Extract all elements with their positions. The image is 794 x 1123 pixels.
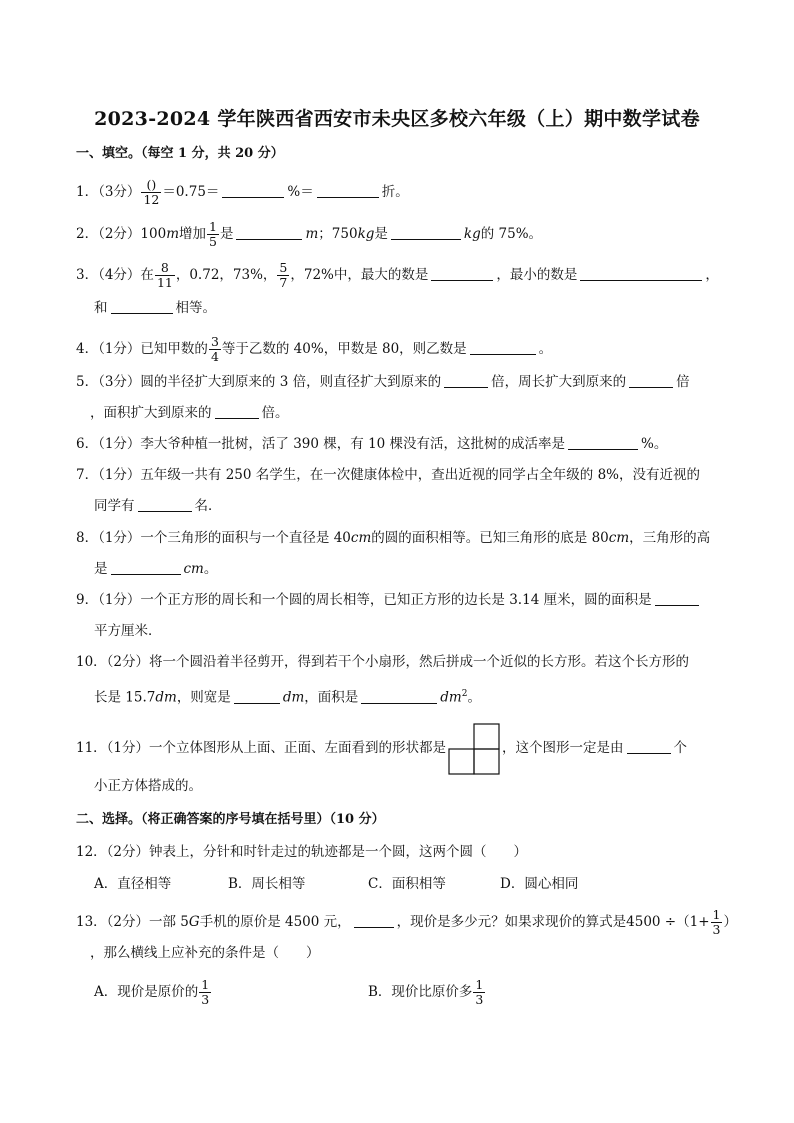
question-8-line-2: 是 cm。 — [94, 561, 218, 577]
fraction: $\frac{1}{3}$ — [712, 907, 721, 937]
answer-blank[interactable] — [580, 266, 702, 281]
answer-blank[interactable] — [236, 225, 302, 240]
fraction: $\frac{8}{11}$ — [156, 260, 173, 290]
answer-blank[interactable] — [361, 689, 437, 704]
option-a[interactable]: A．现价是原价的 $\frac{1}{3}$ — [94, 977, 210, 1007]
answer-blank[interactable] — [444, 373, 488, 388]
answer-blank[interactable] — [215, 404, 259, 419]
answer-blank[interactable] — [222, 183, 284, 198]
question-3: 3．（4分）在 $\frac{8}{11}$ ，0.72，73%， $\frac{5}{7}$ ，72%中，最大的数是 ，最小的数是 ， — [76, 260, 719, 290]
answer-blank[interactable] — [431, 266, 493, 281]
option-d[interactable]: D．圆心相同 — [500, 876, 579, 892]
answer-blank[interactable] — [234, 689, 280, 704]
fraction: $\frac{1}{5}$ — [209, 219, 217, 249]
question-11-line-2: 小正方体搭成的。 — [94, 778, 202, 794]
three-view-figure — [448, 723, 500, 775]
answer-blank[interactable] — [111, 560, 181, 575]
question-1: 1．（3分） $\frac{()}{12}$ ＝0.75＝ %＝ 折。 — [76, 177, 409, 207]
option-b[interactable]: B．现价比原价多 $\frac{1}{3}$ — [368, 977, 484, 1007]
question-2: 2．（2分）100m增加 $\frac{1}{5}$ 是 m；750kg是 kg的 75%。 — [76, 219, 543, 249]
fraction: $\frac{()}{12}$ — [143, 177, 160, 207]
answer-blank[interactable] — [655, 591, 699, 606]
answer-blank[interactable] — [317, 183, 379, 198]
answer-blank[interactable] — [111, 299, 173, 314]
question-7-line-2: 同学有 名． — [94, 498, 222, 514]
fraction: $\frac{1}{3}$ — [201, 977, 210, 1007]
question-9-line-2: 平方厘米． — [94, 623, 162, 639]
answer-blank[interactable] — [391, 225, 461, 240]
answer-blank[interactable] — [627, 739, 671, 754]
answer-blank[interactable] — [568, 435, 638, 450]
question-6: 6．（1分）李大爷种植一批树，活了 390 棵，有 10 棵没有活，这批树的成活率是 %。 — [76, 436, 668, 452]
question-5: 5．（3分）圆的半径扩大到原来的 3 倍，则直径扩大到原来的 倍，周长扩大到原来的 倍 — [76, 374, 690, 390]
answer-blank[interactable] — [138, 497, 192, 512]
answer-blank[interactable] — [629, 373, 673, 388]
answer-blank[interactable] — [354, 913, 394, 928]
question-5-line-2: ，面积扩大到原来的 倍。 — [90, 405, 289, 421]
question-10: 10．（2分）将一个圆沿着半径剪开，得到若干个小扇形，然后拼成一个近似的长方形。若这个长方形的 — [76, 654, 690, 670]
question-11: 11．（1分）一个立体图形从上面、正面、左面看到的形状都是 ，这个图形一定是由 个 — [76, 722, 687, 774]
question-7: 7．（1分）五年级一共有 250 名学生，在一次健康体检中，查出近视的同学占全年级的 8%，没有近视的 — [76, 467, 700, 483]
page-title: 2023-2024 学年陕西省西安市未央区多校六年级（上）期中数学试卷 — [94, 108, 700, 130]
fraction: $\frac{1}{3}$ — [475, 977, 484, 1007]
question-8: 8．（1分）一个三角形的面积与一个直径是 40cm的圆的面积相等。已知三角形的底是 80cm，三角形的高 — [76, 530, 711, 546]
answer-blank[interactable] — [470, 340, 536, 355]
question-10-line-2: 长是 15.7dm，则宽是 dm，面积是 $dm^2$。 — [94, 689, 481, 706]
section-1-heading: 一、填空。（每空 1 分，共 20 分） — [76, 146, 284, 161]
question-3-line-2: 和 相等。 — [94, 300, 216, 316]
option-a[interactable]: A．直径相等 — [94, 876, 172, 892]
question-4: 4．（1分）已知甲数的 $\frac{3}{4}$ 等于乙数的 40%，甲数是 80，则乙数是 。 — [76, 334, 553, 364]
fraction: $\frac{5}{7}$ — [279, 260, 288, 290]
question-9: 9．（1分）一个正方形的周长和一个圆的周长相等，已知正方形的边长是 3.14 厘米，圆的面积是 — [76, 590, 702, 610]
question-13-line-2: ，那么横线上应补充的条件是（ ） — [90, 945, 320, 961]
option-c[interactable]: C．面积相等 — [368, 876, 446, 892]
option-b[interactable]: B．周长相等 — [228, 876, 306, 892]
section-2-heading: 二、选择。（将正确答案的序号填在括号里）（10 分） — [76, 812, 385, 827]
fraction: $\frac{3}{4}$ — [210, 334, 219, 364]
question-12: 12．（2分）钟表上，分针和时针走过的轨迹都是一个圆，这两个圆（ ） — [76, 844, 528, 860]
question-13: 13．（2分）一部 5G手机的原价是 4500 元， ，现价是多少元？如果求现价的算式是4500 ÷（1+ $\frac{1}{3}$ ） — [76, 907, 737, 937]
